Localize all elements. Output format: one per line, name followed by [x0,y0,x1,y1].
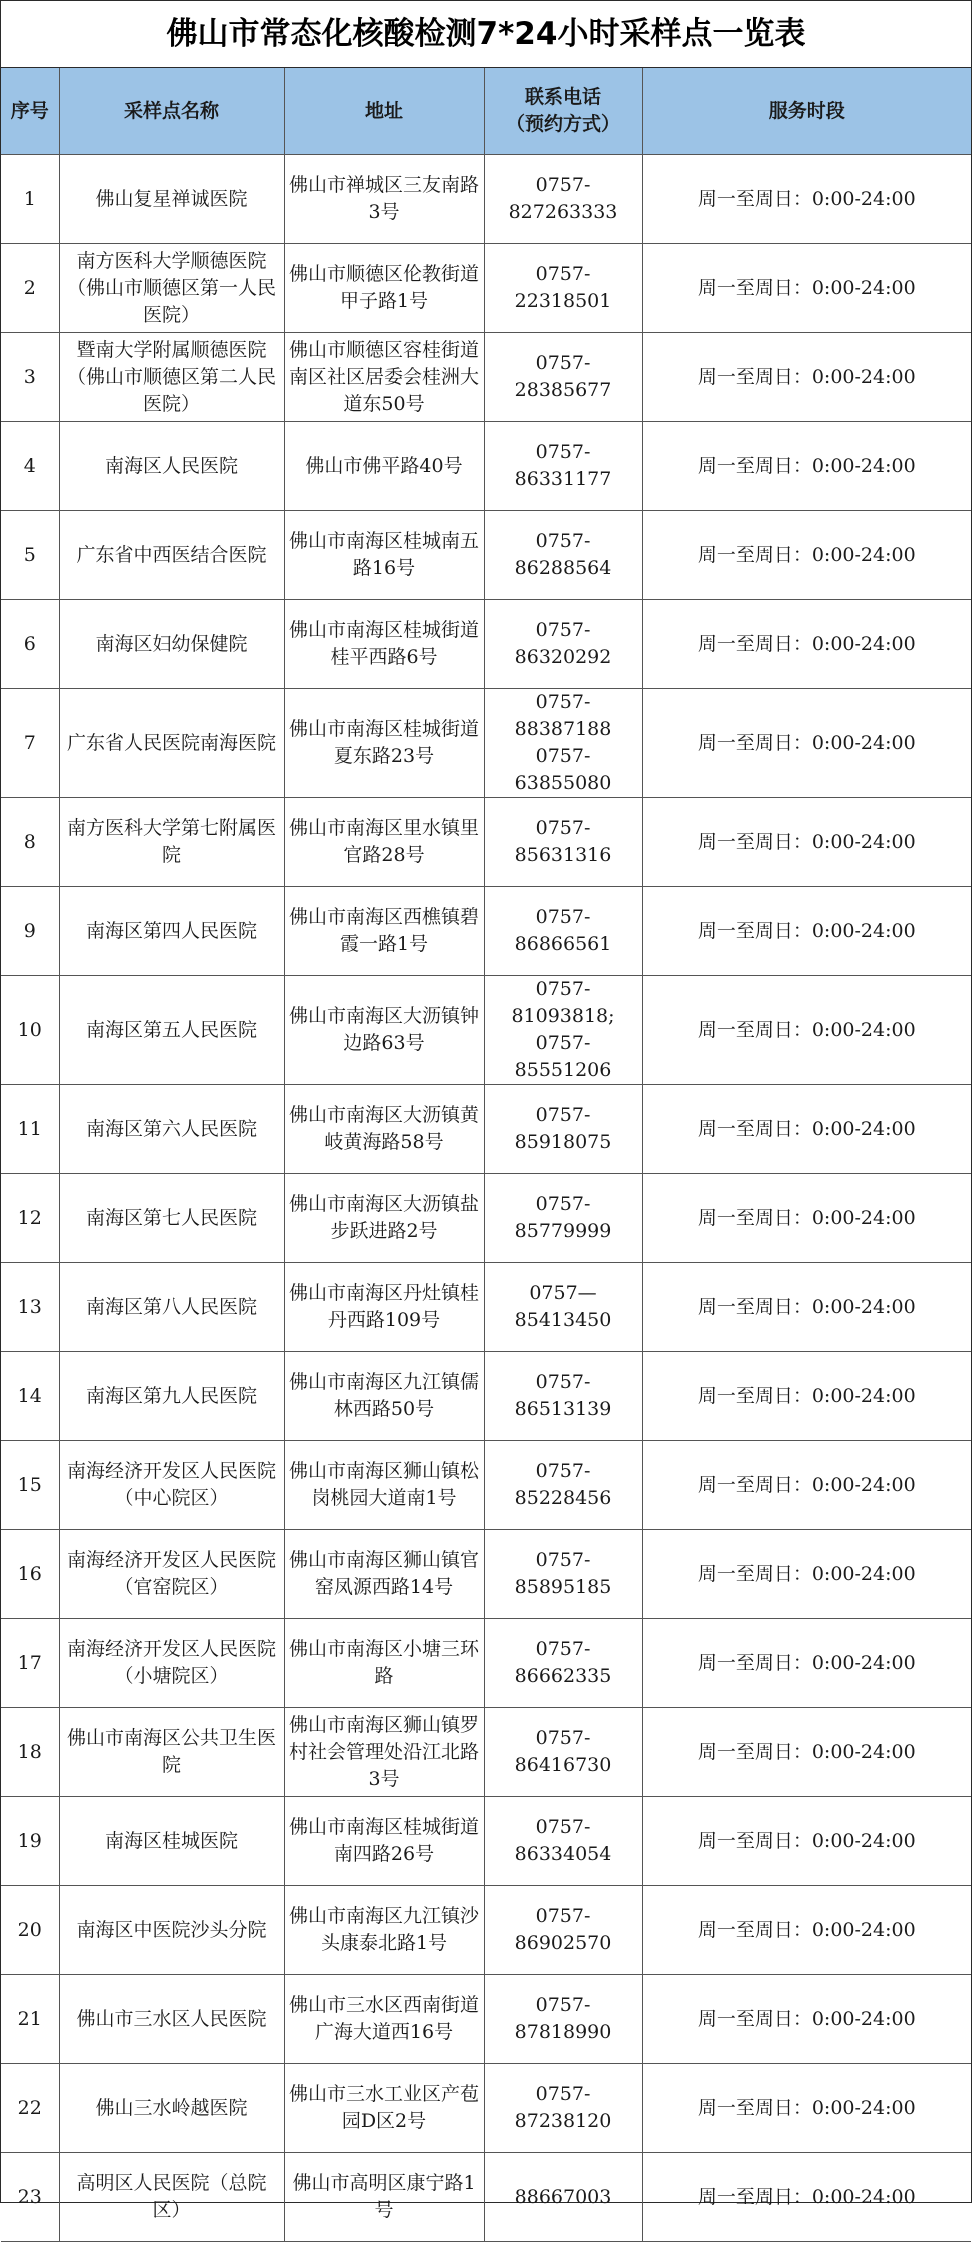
table-row [1,1886,971,1975]
cell-site-name: 南海区第八人民医院 [59,1263,284,1352]
cell-phone: 0757-85779999 [484,1174,642,1263]
cell-site-name: 南海经济开发区人民医院（小塘院区） [59,1619,284,1708]
cell-site-name: 高明区人民医院（总院区） [59,2153,284,2242]
cell-address: 佛山市南海区大沥镇盐步跃进路2号 [284,1174,484,1263]
cell-phone: 88667003 [484,2153,642,2242]
cell-phone: 0757-86416730 [484,1708,642,1797]
cell-hours: 周一至周日：0:00-24:00 [642,2064,971,2153]
cell-hours: 周一至周日：0:00-24:00 [642,1174,971,1263]
cell-address: 佛山市禅城区三友南路3号 [284,155,484,244]
cell-address: 佛山市南海区狮山镇罗村社会管理处沿江北路3号 [284,1708,484,1797]
cell-phone: 0757-86513139 [484,1352,642,1441]
cell-phone: 0757-86662335 [484,1619,642,1708]
table-header-row [1,68,971,155]
column-header-phone-line1: 联系电话 [524,86,601,108]
cell-site-name: 南海经济开发区人民医院（官窑院区） [59,1530,284,1619]
cell-site-name: 南方医科大学顺德医院（佛山市顺德区第一人民医院） [59,244,284,333]
table-row [1,155,971,244]
cell-no: 6 [1,600,59,689]
cell-phone: 0757-86866561 [484,887,642,976]
cell-phone: 0757-85918075 [484,1085,642,1174]
cell-phone: 0757-85631316 [484,798,642,887]
table-row [1,600,971,689]
cell-address: 佛山市南海区九江镇沙头康泰北路1号 [284,1886,484,1975]
column-header-phone-line2: （预约方式） [505,113,620,135]
column-header-phone [484,68,642,155]
cell-hours: 周一至周日：0:00-24:00 [642,1797,971,1886]
cell-no: 5 [1,511,59,600]
cell-no: 8 [1,798,59,887]
cell-hours: 周一至周日：0:00-24:00 [642,511,971,600]
table-row [1,976,971,1085]
cell-no: 16 [1,1530,59,1619]
cell-address: 佛山市南海区小塘三环路 [284,1619,484,1708]
table-row [1,1975,971,2064]
cell-site-name: 南海区妇幼保健院 [59,600,284,689]
table-row [1,1619,971,1708]
cell-address: 佛山市南海区丹灶镇桂丹西路109号 [284,1263,484,1352]
cell-address: 佛山市南海区狮山镇官窑凤源西路14号 [284,1530,484,1619]
cell-site-name: 南海经济开发区人民医院 （中心院区） [59,1441,284,1530]
cell-site-name: 暨南大学附属顺德医院（佛山市顺德区第二人民医院） [59,333,284,422]
cell-no: 20 [1,1886,59,1975]
cell-hours: 周一至周日：0:00-24:00 [642,1975,971,2064]
cell-address: 佛山市佛平路40号 [284,422,484,511]
cell-address: 佛山市南海区大沥镇黄岐黄海路58号 [284,1085,484,1174]
cell-site-name: 南海区第五人民医院 [59,976,284,1085]
cell-no: 19 [1,1797,59,1886]
cell-address: 佛山市南海区狮山镇松岗桃园大道南1号 [284,1441,484,1530]
table-row [1,1530,971,1619]
table-row [1,511,971,600]
cell-site-name: 佛山市三水区人民医院 [59,1975,284,2064]
table-row [1,689,971,798]
cell-no: 14 [1,1352,59,1441]
cell-phone: 0757-827263333 [484,155,642,244]
cell-site-name: 广东省人民医院南海医院 [59,689,284,798]
cell-hours: 周一至周日：0:00-24:00 [642,600,971,689]
cell-address: 佛山市南海区大沥镇钟边路63号 [284,976,484,1085]
table-row [1,887,971,976]
cell-hours: 周一至周日：0:00-24:00 [642,1530,971,1619]
column-header-hours: 服务时段 [642,68,971,155]
cell-address: 佛山市三水区西南街道广海大道西16号 [284,1975,484,2064]
table-row [1,1085,971,1174]
cell-hours: 周一至周日：0:00-24:00 [642,155,971,244]
cell-address: 佛山市高明区康宁路1号 [284,2153,484,2242]
table-row [1,798,971,887]
column-header-address: 地址 [284,68,484,155]
cell-hours: 周一至周日：0:00-24:00 [642,1708,971,1797]
cell-phone: 0757-86288564 [484,511,642,600]
table-row [1,2064,971,2153]
cell-site-name: 南海区第四人民医院 [59,887,284,976]
cell-site-name: 南海区第九人民医院 [59,1352,284,1441]
cell-site-name: 南海区桂城医院 [59,1797,284,1886]
cell-hours: 周一至周日：0:00-24:00 [642,976,971,1085]
cell-no: 1 [1,155,59,244]
column-header-no: 序号 [1,68,59,155]
cell-no: 23 [1,2153,59,2242]
cell-address: 佛山市三水工业区产苞园D区2号 [284,2064,484,2153]
table-row [1,333,971,422]
cell-address: 佛山市南海区桂城街道夏东路23号 [284,689,484,798]
cell-no: 18 [1,1708,59,1797]
cell-hours: 周一至周日：0:00-24:00 [642,1441,971,1530]
cell-no: 3 [1,333,59,422]
column-header-name: 采样点名称 [59,68,284,155]
cell-phone: 0757-86334054 [484,1797,642,1886]
table-row [1,1708,971,1797]
table-row [1,1263,971,1352]
cell-site-name: 南海区第七人民医院 [59,1174,284,1263]
cell-site-name: 佛山市南海区公共卫生医院 [59,1708,284,1797]
cell-phone: 0757-28385677 [484,333,642,422]
cell-phone: 0757-87818990 [484,1975,642,2064]
table-row [1,1352,971,1441]
cell-site-name: 南海区中医院沙头分院 [59,1886,284,1975]
cell-no: 13 [1,1263,59,1352]
table-row [1,422,971,511]
cell-no: 22 [1,2064,59,2153]
cell-address: 佛山市顺德区伦教街道甲子路1号 [284,244,484,333]
cell-no: 7 [1,689,59,798]
cell-no: 10 [1,976,59,1085]
cell-address: 佛山市南海区桂城街道桂平西路6号 [284,600,484,689]
cell-phone: 0757-87238120 [484,2064,642,2153]
cell-phone: 0757-86902570 [484,1886,642,1975]
cell-phone: 0757-88387188 0757-63855080 [484,689,642,798]
cell-address: 佛山市南海区九江镇儒林西路50号 [284,1352,484,1441]
cell-no: 12 [1,1174,59,1263]
cell-hours: 周一至周日：0:00-24:00 [642,798,971,887]
table-row [1,2153,971,2242]
cell-phone: 0757—85413450 [484,1263,642,1352]
cell-phone: 0757-86320292 [484,600,642,689]
cell-phone: 0757-22318501 [484,244,642,333]
cell-hours: 周一至周日：0:00-24:00 [642,1263,971,1352]
cell-hours: 周一至周日：0:00-24:00 [642,689,971,798]
cell-hours: 周一至周日：0:00-24:00 [642,887,971,976]
cell-phone: 0757-86331177 [484,422,642,511]
table-row [1,244,971,333]
cell-no: 17 [1,1619,59,1708]
cell-site-name: 南海区人民医院 [59,422,284,511]
cell-phone: 0757-85895185 [484,1530,642,1619]
table-row [1,1797,971,1886]
cell-address: 佛山市南海区桂城南五路16号 [284,511,484,600]
sampling-sites-table [1,68,971,2242]
cell-site-name: 广东省中西医结合医院 [59,511,284,600]
table-row [1,1441,971,1530]
cell-hours: 周一至周日：0:00-24:00 [642,1352,971,1441]
cell-no: 11 [1,1085,59,1174]
cell-hours: 周一至周日：0:00-24:00 [642,422,971,511]
cell-phone: 0757-81093818; 0757-85551206 [484,976,642,1085]
cell-site-name: 佛山三水岭越医院 [59,2064,284,2153]
cell-hours: 周一至周日：0:00-24:00 [642,333,971,422]
cell-hours: 周一至周日：0:00-24:00 [642,1886,971,1975]
cell-address: 佛山市南海区桂城街道南四路26号 [284,1797,484,1886]
cell-no: 21 [1,1975,59,2064]
cell-no: 15 [1,1441,59,1530]
cell-hours: 周一至周日：0:00-24:00 [642,244,971,333]
cell-phone: 0757-85228456 [484,1441,642,1530]
table-row [1,1174,971,1263]
cell-no: 9 [1,887,59,976]
cell-hours: 周一至周日：0:00-24:00 [642,1085,971,1174]
cell-no: 2 [1,244,59,333]
page-title: 佛山市常态化核酸检测7*24小时采样点一览表 [1,1,971,68]
cell-address: 佛山市南海区西樵镇碧霞一路1号 [284,887,484,976]
cell-hours: 周一至周日：0:00-24:00 [642,2153,971,2242]
cell-site-name: 佛山复星禅诚医院 [59,155,284,244]
cell-no: 4 [1,422,59,511]
cell-hours: 周一至周日：0:00-24:00 [642,1619,971,1708]
cell-address: 佛山市南海区里水镇里官路28号 [284,798,484,887]
cell-site-name: 南方医科大学第七附属医院 [59,798,284,887]
cell-site-name: 南海区第六人民医院 [59,1085,284,1174]
cell-address: 佛山市顺德区容桂街道南区社区居委会桂洲大道东50号 [284,333,484,422]
